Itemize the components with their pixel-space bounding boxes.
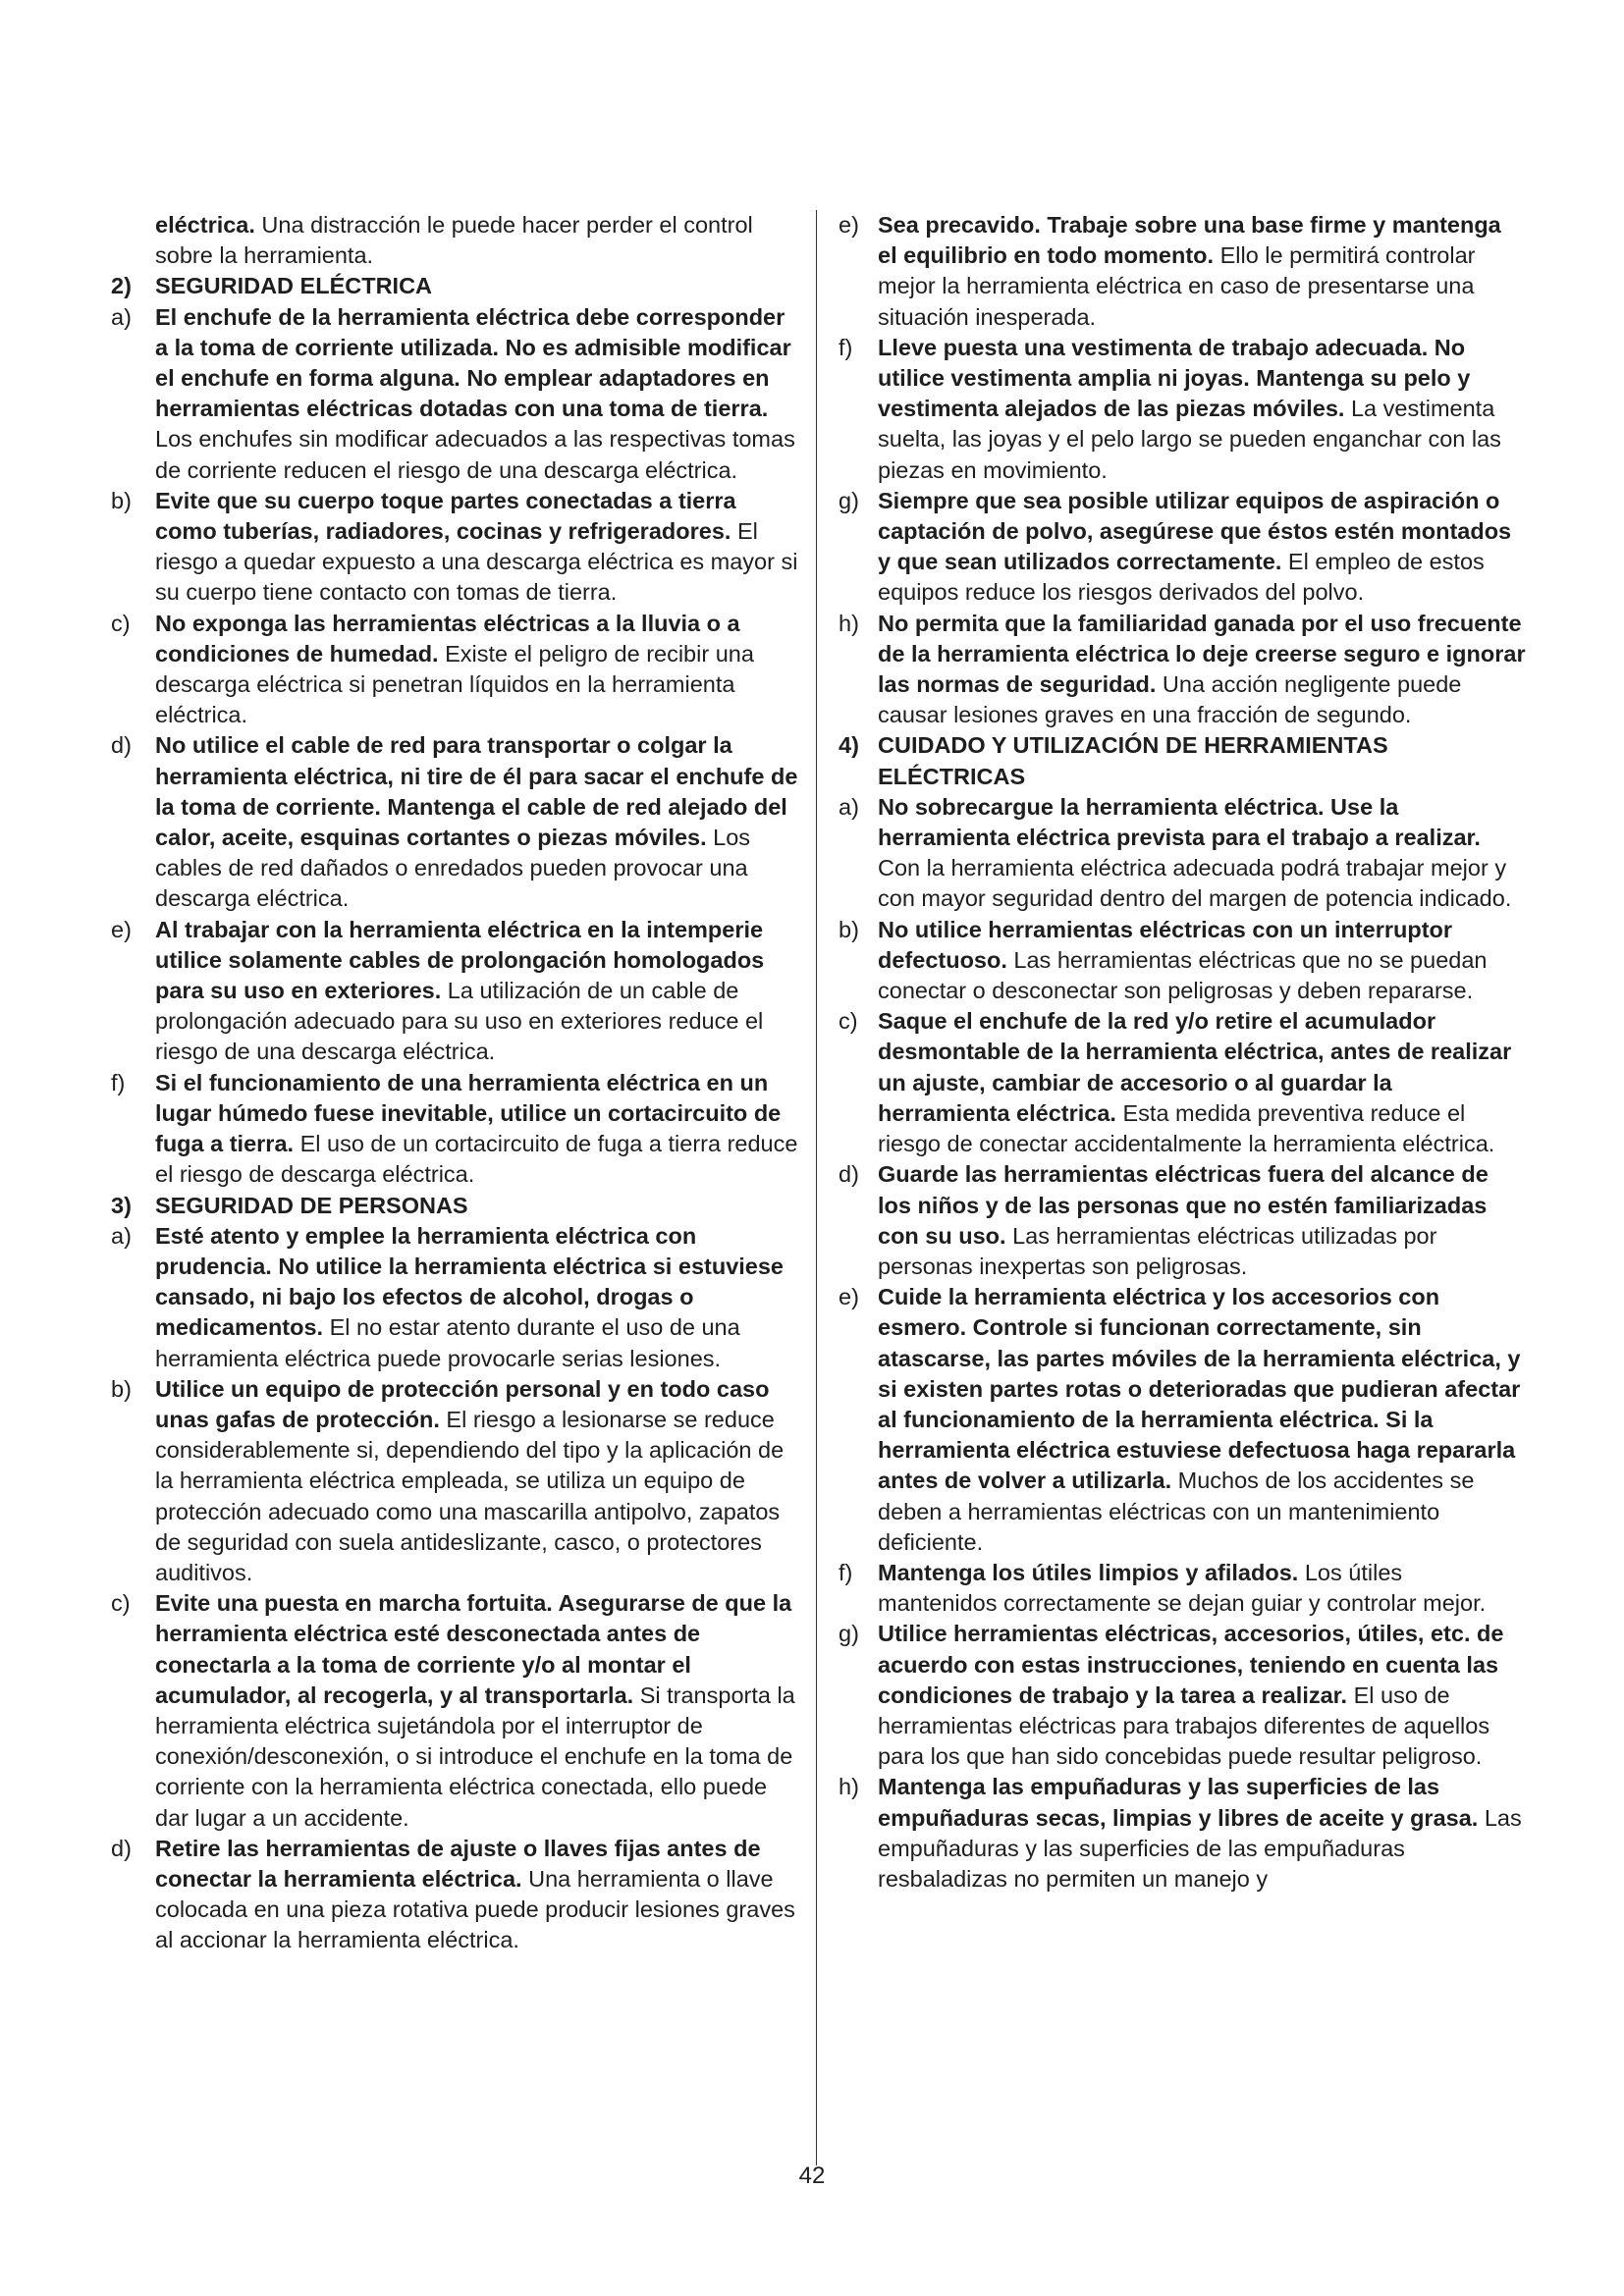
section-heading-personal-safety: 3) SEGURIDAD DE PERSONAS xyxy=(111,1192,468,1218)
list-item: f) Lleve puesta una vestimenta de trabajo adecuada. No utilice vestimenta amplia ni joyas. Mantenga su pelo y vestimenta alejados de las piezas móviles. La vestimenta suelta, las joyas y el pelo largo se pueden enganchar con las piezas en movimiento. xyxy=(839,334,1501,483)
section-heading-tool-care: 4) CUIDADO Y UTILIZACIÓN DE HERRAMIENTAS ELÉCTRICAS xyxy=(839,732,1388,789)
list-item: h) No permita que la familiaridad ganada por el uso frecuente de la herramienta eléctrica lo deje creerse seguro e ignorar las normas de seguridad. Una acción negligente puede causar lesiones graves en una fracción de segundo. xyxy=(839,610,1526,728)
list-item: e) Sea precavido. Trabaje sobre una base firme y mantenga el equilibrio en todo momento. Ello le permitirá controlar mejor la herramienta eléctrica en caso de presentarse una situación inesperada. xyxy=(839,212,1501,330)
continued-paragraph: eléctrica. Una distracción le puede hacer perder el control sobre la herramienta. xyxy=(155,212,753,269)
list-item: c) Saque el enchufe de la red y/o retire el acumulador desmontable de la herramienta eléctrica, antes de realizar un ajuste, cambiar de accesorio o al guardar la herramienta eléctrica. Esta medida preventiva reduce el riesgo de conectar accidentalmente la herramienta eléctrica. xyxy=(839,1008,1512,1157)
list-item: b) Utilice un equipo de protección personal y en todo caso unas gafas de protección. El riesgo a lesionarse se reduce considerablemente si, dependiendo del tipo y la aplicación de la herramienta eléctrica empleada, se utiliza un equipo de protección adecuado como una mascarilla antipolvo, zapatos de seguridad con suela antideslizante, casco, o protectores auditivos. xyxy=(111,1375,785,1585)
list-item: h) Mantenga las empuñaduras y las superficies de las empuñaduras secas, limpias y libres de aceite y grasa. Las empuñaduras y las superficies de las empuñaduras resbaladizas no permiten un manejo y xyxy=(839,1774,1522,1892)
list-item: d) No utilice el cable de red para transportar o colgar la herramienta eléctrica, ni tire de él para sacar el enchufe de la toma de corriente. Mantenga el cable de red alejado del calor, aceite, esquinas cortantes o piezas móviles. Los cables de red dañados o enredados pueden provocar una descarga eléctrica. xyxy=(111,732,798,912)
list-item: f) Mantenga los útiles limpios y afilados. Los útiles mantenidos correctamente se dejan guiar y controlar mejor. xyxy=(839,1559,1487,1617)
left-column xyxy=(111,210,798,1956)
list-item: a) Esté atento y emplee la herramienta eléctrica con prudencia. No utilice la herramienta eléctrica si estuviese cansado, ni bajo los efectos de alcohol, drogas o medicamentos. El no estar atento durante el uso de una herramienta eléctrica puede provocarle serias lesiones. xyxy=(111,1222,784,1371)
section-heading-electrical-safety: 2) SEGURIDAD ELÉCTRICA xyxy=(111,273,433,299)
list-item: e) Cuide la herramienta eléctrica y los accesorios con esmero. Controle si funcionan correctamente, sin atascarse, las partes móviles de la herramienta eléctrica, y si existen partes rotas o deterioradas que pudieran afectar al funcionamiento de la herramienta eléctrica. Si la herramienta eléctrica estuviese defectuosa haga repararla antes de volver a utilizarla. Muchos de los accidentes se deben a herramientas eléctricas con un mantenimiento deficiente. xyxy=(839,1284,1521,1555)
list-item: b) Evite que su cuerpo toque partes conectadas a tierra como tuberías, radiadores, cocinas y refrigeradores. El riesgo a quedar expuesto a una descarga eléctrica es mayor si su cuerpo tiene contacto con tomas de tierra. xyxy=(111,487,798,606)
page-number: 42 xyxy=(798,2163,826,2189)
list-item: d) Guarde las herramientas eléctricas fuera del alcance de los niños y de las personas que no estén familiarizadas con su uso. Las herramientas eléctricas utilizadas por personas inexpertas son peligrosas. xyxy=(839,1161,1489,1279)
right-column xyxy=(839,210,1526,1895)
list-item: e) Al trabajar con la herramienta eléctrica en la intemperie utilice solamente cables de prolongación homologados para su uso en exteriores. La utilización de un cable de prolongación adecuado para su uso en exteriores reduce el riesgo de una descarga eléctrica. xyxy=(111,916,765,1065)
column-divider xyxy=(816,210,817,2165)
list-item: a) No sobrecargue la herramienta eléctrica. Use la herramienta eléctrica prevista para el trabajo a realizar. Con la herramienta eléctrica adecuada podrá trabajar mejor y con mayor seguridad dentro del margen de potencia indicado. xyxy=(839,793,1512,912)
list-item: g) Utilice herramientas eléctricas, accesorios, útiles, etc. de acuerdo con estas instrucciones, teniendo en cuenta las condiciones de trabajo y la tarea a realizar. El uso de herramientas eléctricas para trabajos diferentes de aquellos para los que han sido concebidas puede resultar peligroso. xyxy=(839,1621,1504,1770)
list-item: a) El enchufe de la herramienta eléctrica debe corresponder a la toma de corriente utilizada. No es admisible modificar el enchufe en forma alguna. No emplear adaptadores en herramientas eléctricas dotadas con una toma de tierra. Los enchufes sin modificar adecuados a las respectivas tomas de corriente reducen el riesgo de una descarga eléctrica. xyxy=(111,303,795,483)
list-item: c) Evite una puesta en marcha fortuita. Asegurarse de que la herramienta eléctrica esté desconectada antes de conectarla a la toma de corriente y/o al montar el acumulador, al recogerla, y al transportarla. Si transporta la herramienta eléctrica sujetándola por el interruptor de conexión/desconexión, o si introduce el enchufe en la toma de corriente con la herramienta eléctrica conectada, ello puede dar lugar a un accidente. xyxy=(111,1590,795,1831)
list-item: f) Si el funcionamiento de una herramienta eléctrica en un lugar húmedo fuese inevitable, utilice un cortacircuito de fuga a tierra. El uso de un cortacircuito de fuga a tierra reduce el riesgo de descarga eléctrica. xyxy=(111,1069,798,1188)
list-item: g) Siempre que sea posible utilizar equipos de aspiración o captación de polvo, asegúrese que éstos estén montados y que sean utilizados correctamente. El empleo de estos equipos reduce los riesgos derivados del polvo. xyxy=(839,487,1512,606)
list-item: b) No utilice herramientas eléctricas con un interruptor defectuoso. Las herramientas eléctricas que no se puedan conectar o desconectar son peligrosas y deben repararse. xyxy=(839,916,1488,1004)
list-item: d) Retire las herramientas de ajuste o llaves fijas antes de conectar la herramienta eléctrica. Una herramienta o llave colocada en una pieza rotativa puede producir lesiones graves al accionar la herramienta eléctrica. xyxy=(111,1835,795,1953)
list-item: c) No exponga las herramientas eléctricas a la lluvia o a condiciones de humedad. Existe el peligro de recibir una descarga eléctrica si penetran líquidos en la herramienta eléctrica. xyxy=(111,610,754,728)
